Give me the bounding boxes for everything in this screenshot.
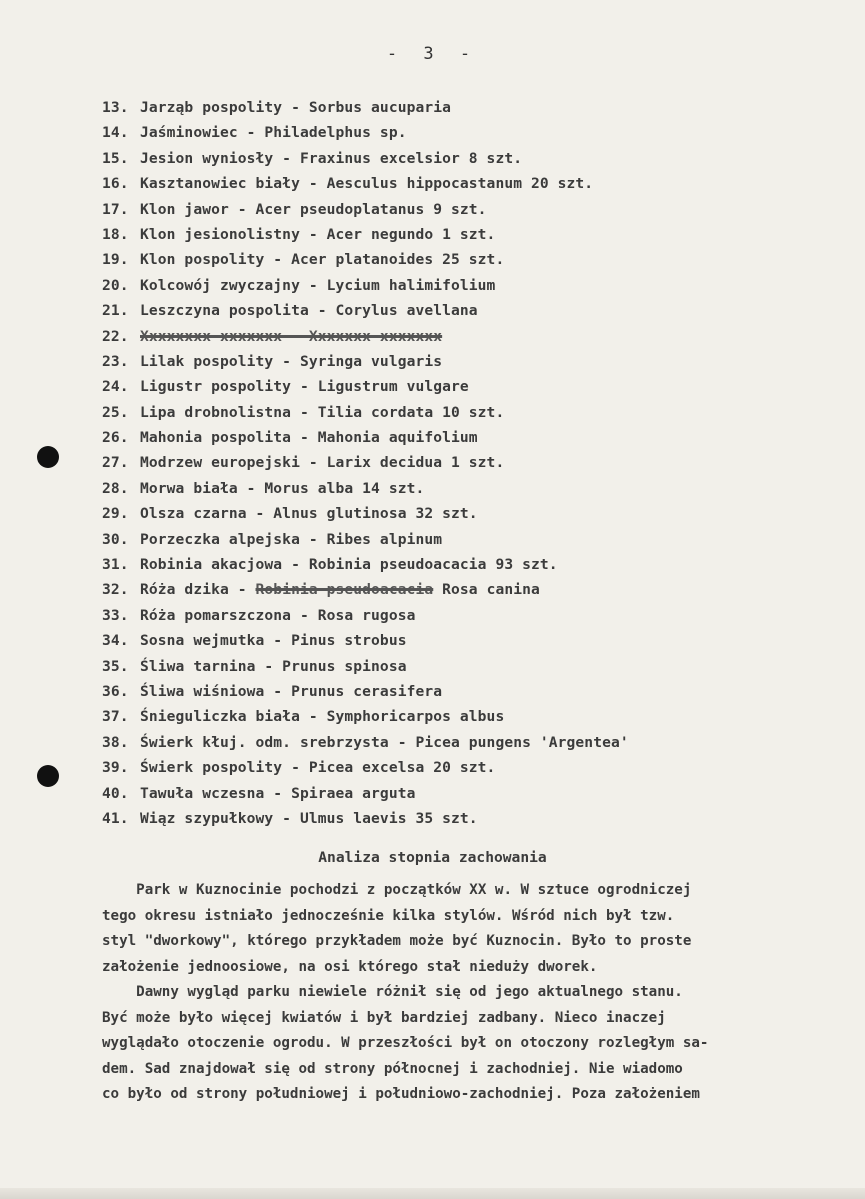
item-text: Wiąz szypułkowy - Ulmus laevis 35 szt. xyxy=(140,809,478,827)
paragraph-line: Być może było więcej kwiatów i był bardziej zadbany. Nieco inaczej xyxy=(102,1009,666,1026)
item-number: 29. xyxy=(102,505,129,523)
item-text: Świerk pospolity - Picea excelsa 20 szt. xyxy=(140,759,496,777)
item-text: Klon pospolity - Acer platanoides 25 szt. xyxy=(140,251,505,269)
item-number: 16. xyxy=(102,175,129,193)
item-number: 20. xyxy=(102,276,129,294)
item-text: Klon jawor - Acer pseudoplatanus 9 szt. xyxy=(140,200,487,218)
item-number: 21. xyxy=(102,302,129,320)
item-text: Jesion wyniosły - Fraxinus excelsior 8 szt. xyxy=(140,149,523,167)
page-number: - 3 - xyxy=(386,44,479,64)
item-number: 27. xyxy=(102,454,129,472)
struck-correction: Robinia pseudoacacia xyxy=(255,581,434,599)
species-item-22-struck xyxy=(102,324,629,349)
item-text-before: Róża dzika - xyxy=(140,581,256,599)
item-text: Róża pomarszczona - Rosa rugosa xyxy=(140,606,416,624)
item-text: Jarząb pospolity - Sorbus aucuparia xyxy=(140,99,452,116)
item-text: Tawuła wczesna - Spiraea arguta xyxy=(140,784,416,802)
species-item-15 xyxy=(102,146,629,171)
species-item-26 xyxy=(102,425,629,450)
item-text: Lipa drobnolistna - Tilia cordata 10 szt. xyxy=(140,403,505,421)
item-number: 41. xyxy=(102,809,129,827)
species-item-20 xyxy=(102,273,629,298)
item-number: 22. xyxy=(102,327,129,345)
item-text: Robinia akacjowa - Robinia pseudoacacia 93 szt. xyxy=(140,556,558,574)
paragraph-line: założenie jednoosiowe, na osi którego stał nieduży dworek. xyxy=(102,958,598,975)
item-number: 19. xyxy=(102,251,129,269)
item-text: Śnieguliczka biała - Symphoricarpos albus xyxy=(140,708,505,726)
item-text: Śliwa wiśniowa - Prunus cerasifera xyxy=(140,682,443,700)
item-number: 33. xyxy=(102,606,129,624)
item-number: 13. xyxy=(102,99,129,116)
item-text: Mahonia pospolita - Mahonia aquifolium xyxy=(140,429,478,447)
item-number: 30. xyxy=(102,530,129,548)
item-number: 26. xyxy=(102,429,129,447)
item-number: 18. xyxy=(102,225,129,243)
item-text: Jaśminowiec - Philadelphus sp. xyxy=(140,124,407,142)
item-number: 34. xyxy=(102,632,129,650)
species-item-29 xyxy=(102,501,629,526)
species-item-32 xyxy=(102,577,629,602)
item-number: 35. xyxy=(102,657,129,675)
paragraph-line: tego okresu istniało jednocześnie kilka stylów. Wśród nich był tzw. xyxy=(102,907,675,924)
species-item-21 xyxy=(102,298,629,323)
species-item-41 xyxy=(102,806,629,831)
species-item-31 xyxy=(102,552,629,577)
paragraph-line: Park w Kuznocinie pochodzi z początków XX w. W sztuce ogrodniczej xyxy=(102,882,692,898)
item-number: 24. xyxy=(102,378,129,396)
item-text: Olsza czarna - Alnus glutinosa 32 szt. xyxy=(140,505,478,523)
species-item-34 xyxy=(102,628,629,653)
species-item-24 xyxy=(102,374,629,399)
struck-item-text: Xxxxxxxx xxxxxxx - Xxxxxxx xxxxxxx xyxy=(140,327,443,345)
species-item-16 xyxy=(102,171,629,196)
paragraph-line: wyglądało otoczenie ogrodu. W przeszłości był on otoczony rozległym sa- xyxy=(102,1035,709,1052)
species-item-36 xyxy=(102,679,629,704)
species-item-23 xyxy=(102,349,629,374)
punch-hole xyxy=(37,446,59,468)
item-text-after: Rosa canina xyxy=(433,581,540,599)
item-number: 25. xyxy=(102,403,129,421)
item-number: 28. xyxy=(102,479,129,497)
item-text: Porzeczka alpejska - Ribes alpinum xyxy=(140,530,443,548)
item-text: Ligustr pospolity - Ligustrum vulgare xyxy=(140,378,469,396)
species-item-40 xyxy=(102,781,629,806)
section-heading: Analiza stopnia zachowania xyxy=(318,849,547,866)
item-text: Kasztanowiec biały - Aesculus hippocastanum 20 szt. xyxy=(140,175,594,193)
species-item-18 xyxy=(102,222,629,247)
item-number: 32. xyxy=(102,581,129,599)
paragraph-appearance xyxy=(102,980,792,1108)
species-item-13 xyxy=(102,95,629,120)
species-item-30 xyxy=(102,527,629,552)
page-bottom-edge xyxy=(0,1188,865,1199)
item-text: Leszczyna pospolita - Corylus avellana xyxy=(140,302,478,320)
species-item-35 xyxy=(102,654,629,679)
species-item-14 xyxy=(102,120,629,145)
item-text: Sosna wejmutka - Pinus strobus xyxy=(140,632,407,650)
item-number: 36. xyxy=(102,682,129,700)
species-item-33 xyxy=(102,603,629,628)
item-number: 31. xyxy=(102,556,129,574)
item-number: 17. xyxy=(102,200,129,218)
species-item-37 xyxy=(102,704,629,729)
item-text: Kolcowój zwyczajny - Lycium halimifolium xyxy=(140,276,496,294)
paragraph-line: styl "dworkowy", którego przykładem może być Kuznocin. Było to proste xyxy=(102,933,692,950)
paragraph-line: co było od strony południowej i południowo-zachodniej. Poza założeniem xyxy=(102,1086,700,1103)
species-item-25 xyxy=(102,400,629,425)
species-item-17 xyxy=(102,197,629,222)
item-text: Lilak pospolity - Syringa vulgaris xyxy=(140,352,443,370)
species-item-27 xyxy=(102,450,629,475)
species-item-28 xyxy=(102,476,629,501)
item-number: 37. xyxy=(102,708,129,726)
punch-hole xyxy=(37,765,59,787)
species-item-38 xyxy=(102,730,629,755)
species-list xyxy=(102,95,629,831)
species-item-19 xyxy=(102,247,629,272)
item-number: 15. xyxy=(102,149,129,167)
item-text: Modrzew europejski - Larix decidua 1 szt. xyxy=(140,454,505,472)
species-item-39 xyxy=(102,755,629,780)
item-number: 23. xyxy=(102,352,129,370)
paragraph-line: Dawny wygląd parku niewiele różnił się od jego aktualnego stanu. xyxy=(102,984,683,1000)
paragraph-history xyxy=(102,878,792,980)
paragraph-line: dem. Sad znajdował się od strony północnej i zachodniej. Nie wiadomo xyxy=(102,1060,683,1077)
item-text: Morwa biała - Morus alba 14 szt. xyxy=(140,479,425,497)
item-text: Klon jesionolistny - Acer negundo 1 szt. xyxy=(140,225,496,243)
item-number: 38. xyxy=(102,733,129,751)
item-text: Śliwa tarnina - Prunus spinosa xyxy=(140,657,407,675)
item-number: 39. xyxy=(102,759,129,777)
item-number: 14. xyxy=(102,124,129,142)
item-number: 40. xyxy=(102,784,129,802)
item-text: Świerk kłuj. odm. srebrzysta - Picea pungens 'Argentea' xyxy=(140,733,629,751)
